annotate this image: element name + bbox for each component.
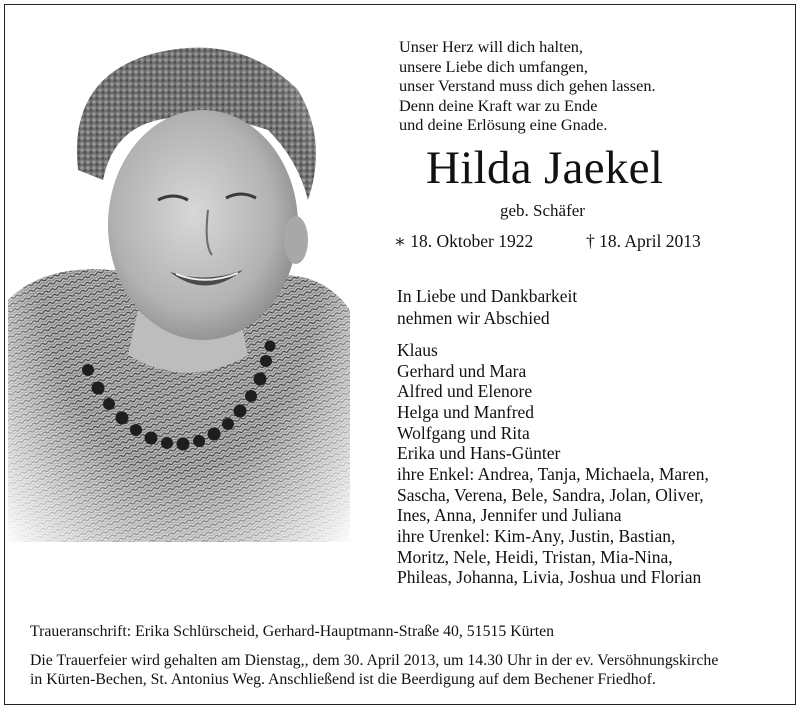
born-name: geb. Schäfer [500,201,585,220]
birth-date: ∗ 18. Oktober 1922 [394,231,534,251]
poem-line: unsere Liebe dich umfangen, [399,56,588,76]
mourner-line: ihre Urenkel: Kim-Any, Justin, Bastian, [397,525,676,546]
mourner-line: Klaus [397,340,438,360]
mourner-line: Helga und Manfred [397,401,535,422]
mourners-list [397,340,709,588]
deceased-name: Hilda Jaekel [426,142,664,194]
mourner-line: Sascha, Verena, Bele, Sandra, Jolan, Oliver, [397,484,704,505]
poem [399,37,779,135]
mourner-line: Moritz, Nele, Heidi, Tristan, Mia-Nina, [397,546,673,567]
portrait-photo [8,10,350,542]
mourner-line: Wolfgang und Rita [397,422,530,443]
mourner-line: ihre Enkel: Andrea, Tanja, Michaela, Maren, [397,463,709,484]
mourning-address: Traueranschrift: Erika Schlürscheid, Gerhard-Hauptmann-Straße 40, 51515 Kürten [30,623,555,640]
mourner-line: Ines, Anna, Jennifer und Juliana [397,505,622,526]
mourner-line: Alfred und Elenore [397,381,533,402]
mourner-line: Gerhard und Mara [397,360,527,381]
poem-line: und deine Erlösung eine Gnade. [399,115,608,134]
footer [30,622,790,689]
farewell-line: nehmen wir Abschied [397,307,550,328]
farewell-line: In Liebe und Dankbarkeit [397,286,578,306]
service-info-line: in Kürten-Bechen, St. Antonius Weg. Anschließend ist die Beerdigung auf dem Bechener Friedhof. [30,671,656,688]
mourner-line: Phileas, Johanna, Livia, Joshua und Florian [397,567,702,588]
poem-line: Denn deine Kraft war zu Ende [399,95,598,115]
death-date: † 18. April 2013 [586,231,701,251]
poem-line: unser Verstand muss dich gehen lassen. [399,76,656,95]
service-info-line: Die Trauerfeier wird gehalten am Dienstag,, dem 30. April 2013, um 14.30 Uhr in der ev. Versöhnungskirche [30,652,719,669]
farewell-text [397,286,577,329]
mourner-line: Erika und Hans-Günter [397,443,561,464]
poem-line: Unser Herz will dich halten, [399,37,584,56]
